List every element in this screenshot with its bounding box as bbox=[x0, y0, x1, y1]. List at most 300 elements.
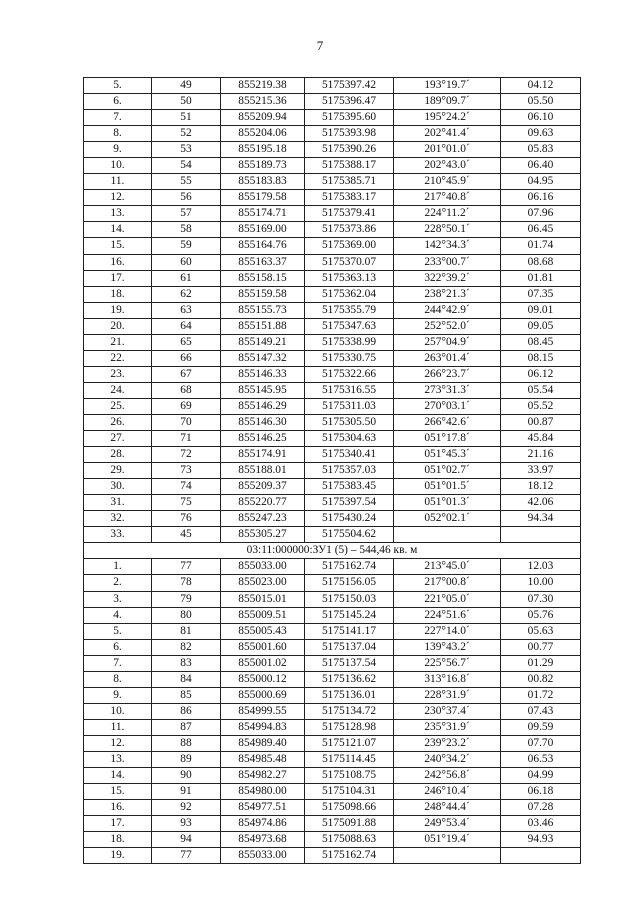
y-coordinate-cell: 5175137.04 bbox=[305, 639, 394, 655]
point-number-cell: 86 bbox=[152, 703, 221, 719]
table-row bbox=[84, 334, 581, 350]
row-number-cell: 7. bbox=[84, 110, 152, 126]
y-coordinate-cell: 5175134.72 bbox=[305, 703, 394, 719]
row-number-cell: 7. bbox=[84, 655, 152, 671]
section2-title: 03:11:000000:ЗУ1 (5) – 544,46 кв. м bbox=[84, 543, 581, 559]
point-number-cell: 49 bbox=[152, 78, 221, 94]
x-coordinate-cell: 854985.48 bbox=[221, 751, 305, 767]
y-coordinate-cell: 5175137.54 bbox=[305, 655, 394, 671]
x-coordinate-cell: 854994.83 bbox=[221, 719, 305, 735]
table-row bbox=[84, 495, 581, 511]
table-row bbox=[84, 800, 581, 816]
y-coordinate-cell: 5175114.45 bbox=[305, 751, 394, 767]
point-number-cell: 89 bbox=[152, 751, 221, 767]
point-number-cell: 79 bbox=[152, 591, 221, 607]
row-number-cell: 17. bbox=[84, 816, 152, 832]
x-coordinate-cell: 854982.27 bbox=[221, 768, 305, 784]
bearing-cell: 263°01.4´ bbox=[394, 350, 501, 366]
y-coordinate-cell: 5175396.47 bbox=[305, 94, 394, 110]
row-number-cell: 2. bbox=[84, 575, 152, 591]
row-number-cell: 22. bbox=[84, 350, 152, 366]
distance-cell: 07.70 bbox=[501, 735, 581, 751]
bearing-cell: 246°10.4´ bbox=[394, 784, 501, 800]
bearing-cell: 322°39.2´ bbox=[394, 270, 501, 286]
distance-cell: 05.63 bbox=[501, 623, 581, 639]
row-number-cell: 30. bbox=[84, 479, 152, 495]
x-coordinate-cell: 854974.86 bbox=[221, 816, 305, 832]
point-number-cell: 78 bbox=[152, 575, 221, 591]
point-number-cell: 53 bbox=[152, 142, 221, 158]
table-row bbox=[84, 366, 581, 382]
table-row bbox=[84, 447, 581, 463]
row-number-cell: 15. bbox=[84, 784, 152, 800]
distance-cell: 04.99 bbox=[501, 768, 581, 784]
table-row bbox=[84, 816, 581, 832]
bearing-cell: 051°02.7´ bbox=[394, 463, 501, 479]
row-number-cell: 27. bbox=[84, 431, 152, 447]
y-coordinate-cell: 5175393.98 bbox=[305, 126, 394, 142]
x-coordinate-cell: 854977.51 bbox=[221, 800, 305, 816]
point-number-cell: 77 bbox=[152, 848, 221, 864]
point-number-cell: 93 bbox=[152, 816, 221, 832]
distance-cell: 09.01 bbox=[501, 302, 581, 318]
point-number-cell: 81 bbox=[152, 623, 221, 639]
table-row bbox=[84, 158, 581, 174]
distance-cell: 05.50 bbox=[501, 94, 581, 110]
x-coordinate-cell: 855163.37 bbox=[221, 254, 305, 270]
point-number-cell: 80 bbox=[152, 607, 221, 623]
y-coordinate-cell: 5175504.62 bbox=[305, 527, 394, 543]
point-number-cell: 74 bbox=[152, 479, 221, 495]
y-coordinate-cell: 5175390.26 bbox=[305, 142, 394, 158]
x-coordinate-cell: 855174.71 bbox=[221, 206, 305, 222]
distance-cell: 06.53 bbox=[501, 751, 581, 767]
y-coordinate-cell: 5175340.41 bbox=[305, 447, 394, 463]
bearing-cell: 248°44.4´ bbox=[394, 800, 501, 816]
bearing-cell: 201°01.0´ bbox=[394, 142, 501, 158]
x-coordinate-cell: 855220.77 bbox=[221, 495, 305, 511]
row-number-cell: 6. bbox=[84, 94, 152, 110]
row-number-cell: 31. bbox=[84, 495, 152, 511]
distance-cell: 05.76 bbox=[501, 607, 581, 623]
row-number-cell: 12. bbox=[84, 190, 152, 206]
bearing-cell bbox=[394, 527, 501, 543]
bearing-cell: 240°34.2´ bbox=[394, 751, 501, 767]
bearing-cell: 224°51.6´ bbox=[394, 607, 501, 623]
y-coordinate-cell: 5175162.74 bbox=[305, 559, 394, 575]
bearing-cell: 139°43.2´ bbox=[394, 639, 501, 655]
x-coordinate-cell: 855015.01 bbox=[221, 591, 305, 607]
y-coordinate-cell: 5175162.74 bbox=[305, 848, 394, 864]
row-number-cell: 11. bbox=[84, 719, 152, 735]
table-row bbox=[84, 479, 581, 495]
distance-cell: 03.46 bbox=[501, 816, 581, 832]
y-coordinate-cell: 5175338.99 bbox=[305, 334, 394, 350]
bearing-cell: 233°00.7´ bbox=[394, 254, 501, 270]
table-row bbox=[84, 254, 581, 270]
table-row bbox=[84, 78, 581, 94]
distance-cell: 06.10 bbox=[501, 110, 581, 126]
distance-cell: 05.52 bbox=[501, 398, 581, 414]
row-number-cell: 32. bbox=[84, 511, 152, 527]
y-coordinate-cell: 5175385.71 bbox=[305, 174, 394, 190]
bearing-cell: 238°21.3´ bbox=[394, 286, 501, 302]
row-number-cell: 19. bbox=[84, 848, 152, 864]
x-coordinate-cell: 855189.73 bbox=[221, 158, 305, 174]
y-coordinate-cell: 5175136.01 bbox=[305, 687, 394, 703]
row-number-cell: 15. bbox=[84, 238, 152, 254]
row-number-cell: 24. bbox=[84, 382, 152, 398]
distance-cell: 06.18 bbox=[501, 784, 581, 800]
distance-cell: 94.34 bbox=[501, 511, 581, 527]
row-number-cell: 3. bbox=[84, 591, 152, 607]
y-coordinate-cell: 5175316.55 bbox=[305, 382, 394, 398]
x-coordinate-cell: 855209.37 bbox=[221, 479, 305, 495]
distance-cell: 00.82 bbox=[501, 671, 581, 687]
point-number-cell: 55 bbox=[152, 174, 221, 190]
distance-cell: 08.45 bbox=[501, 334, 581, 350]
table-row bbox=[84, 719, 581, 735]
point-number-cell: 66 bbox=[152, 350, 221, 366]
table-row bbox=[84, 110, 581, 126]
row-number-cell: 10. bbox=[84, 703, 152, 719]
row-number-cell: 16. bbox=[84, 254, 152, 270]
row-number-cell: 18. bbox=[84, 286, 152, 302]
x-coordinate-cell: 855195.18 bbox=[221, 142, 305, 158]
x-coordinate-cell: 855005.43 bbox=[221, 623, 305, 639]
x-coordinate-cell: 855033.00 bbox=[221, 848, 305, 864]
row-number-cell: 16. bbox=[84, 800, 152, 816]
distance-cell: 00.87 bbox=[501, 414, 581, 430]
distance-cell: 33.97 bbox=[501, 463, 581, 479]
distance-cell: 45.84 bbox=[501, 431, 581, 447]
y-coordinate-cell: 5175311.03 bbox=[305, 398, 394, 414]
point-number-cell: 61 bbox=[152, 270, 221, 286]
distance-cell: 01.81 bbox=[501, 270, 581, 286]
point-number-cell: 85 bbox=[152, 687, 221, 703]
distance-cell: 09.63 bbox=[501, 126, 581, 142]
row-number-cell: 25. bbox=[84, 398, 152, 414]
row-number-cell: 12. bbox=[84, 735, 152, 751]
bearing-cell: 051°45.3´ bbox=[394, 447, 501, 463]
distance-cell: 06.40 bbox=[501, 158, 581, 174]
x-coordinate-cell: 855204.06 bbox=[221, 126, 305, 142]
x-coordinate-cell: 855169.00 bbox=[221, 222, 305, 238]
row-number-cell: 8. bbox=[84, 671, 152, 687]
x-coordinate-cell: 855158.15 bbox=[221, 270, 305, 286]
point-number-cell: 71 bbox=[152, 431, 221, 447]
row-number-cell: 1. bbox=[84, 559, 152, 575]
table-row bbox=[84, 848, 581, 864]
bearing-cell: 193°19.7´ bbox=[394, 78, 501, 94]
row-number-cell: 28. bbox=[84, 447, 152, 463]
distance-cell: 06.16 bbox=[501, 190, 581, 206]
row-number-cell: 20. bbox=[84, 318, 152, 334]
row-number-cell: 8. bbox=[84, 126, 152, 142]
bearing-cell: 313°16.8´ bbox=[394, 671, 501, 687]
row-number-cell: 23. bbox=[84, 366, 152, 382]
point-number-cell: 84 bbox=[152, 671, 221, 687]
point-number-cell: 59 bbox=[152, 238, 221, 254]
x-coordinate-cell: 855188.01 bbox=[221, 463, 305, 479]
y-coordinate-cell: 5175108.75 bbox=[305, 768, 394, 784]
y-coordinate-cell: 5175430.24 bbox=[305, 511, 394, 527]
point-number-cell: 52 bbox=[152, 126, 221, 142]
y-coordinate-cell: 5175383.45 bbox=[305, 479, 394, 495]
table-row bbox=[84, 94, 581, 110]
distance-cell: 07.96 bbox=[501, 206, 581, 222]
point-number-cell: 69 bbox=[152, 398, 221, 414]
y-coordinate-cell: 5175104.31 bbox=[305, 784, 394, 800]
point-number-cell: 67 bbox=[152, 366, 221, 382]
bearing-cell: 051°17.8´ bbox=[394, 431, 501, 447]
bearing-cell: 244°42.9´ bbox=[394, 302, 501, 318]
table-row bbox=[84, 591, 581, 607]
point-number-cell: 70 bbox=[152, 414, 221, 430]
distance-cell: 07.43 bbox=[501, 703, 581, 719]
distance-cell: 12.03 bbox=[501, 559, 581, 575]
row-number-cell: 4. bbox=[84, 607, 152, 623]
x-coordinate-cell: 855146.33 bbox=[221, 366, 305, 382]
distance-cell: 10.00 bbox=[501, 575, 581, 591]
bearing-cell: 257°04.9´ bbox=[394, 334, 501, 350]
distance-cell: 05.83 bbox=[501, 142, 581, 158]
bearing-cell: 217°00.8´ bbox=[394, 575, 501, 591]
row-number-cell: 6. bbox=[84, 639, 152, 655]
distance-cell: 09.05 bbox=[501, 318, 581, 334]
page-number: 7 bbox=[316, 38, 324, 53]
y-coordinate-cell: 5175397.42 bbox=[305, 78, 394, 94]
bearing-cell: 252°52.0´ bbox=[394, 318, 501, 334]
x-coordinate-cell: 855146.25 bbox=[221, 431, 305, 447]
y-coordinate-cell: 5175145.24 bbox=[305, 607, 394, 623]
distance-cell: 01.29 bbox=[501, 655, 581, 671]
y-coordinate-cell: 5175098.66 bbox=[305, 800, 394, 816]
y-coordinate-cell: 5175370.07 bbox=[305, 254, 394, 270]
row-number-cell: 14. bbox=[84, 222, 152, 238]
x-coordinate-cell: 855179.58 bbox=[221, 190, 305, 206]
y-coordinate-cell: 5175363.13 bbox=[305, 270, 394, 286]
row-number-cell: 18. bbox=[84, 832, 152, 848]
table-row bbox=[84, 735, 581, 751]
table-row bbox=[84, 575, 581, 591]
point-number-cell: 83 bbox=[152, 655, 221, 671]
row-number-cell: 13. bbox=[84, 206, 152, 222]
distance-cell: 07.30 bbox=[501, 591, 581, 607]
x-coordinate-cell: 855146.29 bbox=[221, 398, 305, 414]
y-coordinate-cell: 5175362.04 bbox=[305, 286, 394, 302]
x-coordinate-cell: 855174.91 bbox=[221, 447, 305, 463]
y-coordinate-cell: 5175373.86 bbox=[305, 222, 394, 238]
distance-cell: 07.35 bbox=[501, 286, 581, 302]
table-row bbox=[84, 623, 581, 639]
table-row bbox=[84, 751, 581, 767]
x-coordinate-cell: 855009.51 bbox=[221, 607, 305, 623]
point-number-cell: 76 bbox=[152, 511, 221, 527]
y-coordinate-cell: 5175357.03 bbox=[305, 463, 394, 479]
point-number-cell: 88 bbox=[152, 735, 221, 751]
row-number-cell: 5. bbox=[84, 623, 152, 639]
table-row bbox=[84, 639, 581, 655]
bearing-cell: 227°14.0´ bbox=[394, 623, 501, 639]
point-number-cell: 62 bbox=[152, 286, 221, 302]
table-row bbox=[84, 527, 581, 543]
point-number-cell: 87 bbox=[152, 719, 221, 735]
table-row bbox=[84, 238, 581, 254]
bearing-cell: 202°43.0´ bbox=[394, 158, 501, 174]
x-coordinate-cell: 855209.94 bbox=[221, 110, 305, 126]
distance-cell: 06.12 bbox=[501, 366, 581, 382]
row-number-cell: 17. bbox=[84, 270, 152, 286]
bearing-cell: 189°09.7´ bbox=[394, 94, 501, 110]
point-number-cell: 75 bbox=[152, 495, 221, 511]
point-number-cell: 72 bbox=[152, 447, 221, 463]
x-coordinate-cell: 855001.02 bbox=[221, 655, 305, 671]
y-coordinate-cell: 5175141.17 bbox=[305, 623, 394, 639]
table-row bbox=[84, 784, 581, 800]
x-coordinate-cell: 855147.32 bbox=[221, 350, 305, 366]
x-coordinate-cell: 855183.83 bbox=[221, 174, 305, 190]
point-number-cell: 57 bbox=[152, 206, 221, 222]
y-coordinate-cell: 5175347.63 bbox=[305, 318, 394, 334]
row-number-cell: 9. bbox=[84, 142, 152, 158]
row-number-cell: 19. bbox=[84, 302, 152, 318]
row-number-cell: 14. bbox=[84, 768, 152, 784]
table-row bbox=[84, 126, 581, 142]
bearing-cell: 051°01.5´ bbox=[394, 479, 501, 495]
point-number-cell: 91 bbox=[152, 784, 221, 800]
row-number-cell: 5. bbox=[84, 78, 152, 94]
distance-cell: 00.77 bbox=[501, 639, 581, 655]
y-coordinate-cell: 5175305.50 bbox=[305, 414, 394, 430]
y-coordinate-cell: 5175379.41 bbox=[305, 206, 394, 222]
x-coordinate-cell: 854980.00 bbox=[221, 784, 305, 800]
y-coordinate-cell: 5175121.07 bbox=[305, 735, 394, 751]
x-coordinate-cell: 855151.88 bbox=[221, 318, 305, 334]
y-coordinate-cell: 5175388.17 bbox=[305, 158, 394, 174]
row-number-cell: 9. bbox=[84, 687, 152, 703]
table-row bbox=[84, 414, 581, 430]
row-number-cell: 11. bbox=[84, 174, 152, 190]
bearing-cell: 195°24.2´ bbox=[394, 110, 501, 126]
table-row bbox=[84, 318, 581, 334]
distance-cell: 42.06 bbox=[501, 495, 581, 511]
distance-cell: 09.59 bbox=[501, 719, 581, 735]
bearing-cell: 230°37.4´ bbox=[394, 703, 501, 719]
y-coordinate-cell: 5175136.62 bbox=[305, 671, 394, 687]
table-row bbox=[84, 270, 581, 286]
table-row bbox=[84, 703, 581, 719]
bearing-cell: 249°53.4´ bbox=[394, 816, 501, 832]
distance-cell bbox=[501, 527, 581, 543]
x-coordinate-cell: 855219.38 bbox=[221, 78, 305, 94]
x-coordinate-cell: 855149.21 bbox=[221, 334, 305, 350]
bearing-cell: 228°50.1´ bbox=[394, 222, 501, 238]
table-row bbox=[84, 174, 581, 190]
bearing-cell: 273°31.3´ bbox=[394, 382, 501, 398]
bearing-cell: 266°23.7´ bbox=[394, 366, 501, 382]
x-coordinate-cell: 855145.95 bbox=[221, 382, 305, 398]
table-row bbox=[84, 655, 581, 671]
point-number-cell: 58 bbox=[152, 222, 221, 238]
distance-cell: 18.12 bbox=[501, 479, 581, 495]
y-coordinate-cell: 5175369.00 bbox=[305, 238, 394, 254]
table-row bbox=[84, 687, 581, 703]
distance-cell: 08.15 bbox=[501, 350, 581, 366]
row-number-cell: 33. bbox=[84, 527, 152, 543]
bearing-cell: 213°45.0´ bbox=[394, 559, 501, 575]
point-number-cell: 77 bbox=[152, 559, 221, 575]
distance-cell: 05.54 bbox=[501, 382, 581, 398]
x-coordinate-cell: 855247.23 bbox=[221, 511, 305, 527]
distance-cell: 01.72 bbox=[501, 687, 581, 703]
bearing-cell: 239°23.2´ bbox=[394, 735, 501, 751]
point-number-cell: 82 bbox=[152, 639, 221, 655]
x-coordinate-cell: 855000.69 bbox=[221, 687, 305, 703]
x-coordinate-cell: 855146.30 bbox=[221, 414, 305, 430]
distance-cell: 07.28 bbox=[501, 800, 581, 816]
point-number-cell: 56 bbox=[152, 190, 221, 206]
table-row bbox=[84, 511, 581, 527]
y-coordinate-cell: 5175088.63 bbox=[305, 832, 394, 848]
table-row bbox=[84, 832, 581, 848]
x-coordinate-cell: 855164.76 bbox=[221, 238, 305, 254]
section2-header bbox=[84, 543, 581, 559]
bearing-cell: 225°56.7´ bbox=[394, 655, 501, 671]
x-coordinate-cell: 855305.27 bbox=[221, 527, 305, 543]
table-row bbox=[84, 222, 581, 238]
section-title-row bbox=[84, 543, 581, 559]
table-row bbox=[84, 463, 581, 479]
y-coordinate-cell: 5175383.17 bbox=[305, 190, 394, 206]
point-number-cell: 63 bbox=[152, 302, 221, 318]
table-row bbox=[84, 382, 581, 398]
bearing-cell: 228°31.9´ bbox=[394, 687, 501, 703]
y-coordinate-cell: 5175395.60 bbox=[305, 110, 394, 126]
table-row bbox=[84, 302, 581, 318]
section2-rows bbox=[84, 559, 581, 864]
y-coordinate-cell: 5175322.66 bbox=[305, 366, 394, 382]
y-coordinate-cell: 5175304.63 bbox=[305, 431, 394, 447]
row-number-cell: 29. bbox=[84, 463, 152, 479]
distance-cell: 94.93 bbox=[501, 832, 581, 848]
point-number-cell: 73 bbox=[152, 463, 221, 479]
point-number-cell: 50 bbox=[152, 94, 221, 110]
point-number-cell: 60 bbox=[152, 254, 221, 270]
y-coordinate-cell: 5175156.05 bbox=[305, 575, 394, 591]
table-row bbox=[84, 190, 581, 206]
y-coordinate-cell: 5175128.98 bbox=[305, 719, 394, 735]
distance-cell: 04.95 bbox=[501, 174, 581, 190]
y-coordinate-cell: 5175330.75 bbox=[305, 350, 394, 366]
distance-cell: 21.16 bbox=[501, 447, 581, 463]
y-coordinate-cell: 5175397.54 bbox=[305, 495, 394, 511]
table-row bbox=[84, 671, 581, 687]
bearing-cell: 051°19.4´ bbox=[394, 832, 501, 848]
point-number-cell: 90 bbox=[152, 768, 221, 784]
distance-cell: 08.68 bbox=[501, 254, 581, 270]
y-coordinate-cell: 5175091.88 bbox=[305, 816, 394, 832]
bearing-cell: 202°41.4´ bbox=[394, 126, 501, 142]
section1-rows bbox=[84, 78, 581, 543]
table-row bbox=[84, 206, 581, 222]
bearing-cell: 235°31.9´ bbox=[394, 719, 501, 735]
row-number-cell: 13. bbox=[84, 751, 152, 767]
x-coordinate-cell: 854973.68 bbox=[221, 832, 305, 848]
table-row bbox=[84, 286, 581, 302]
point-number-cell: 65 bbox=[152, 334, 221, 350]
bearing-cell: 270°03.1´ bbox=[394, 398, 501, 414]
